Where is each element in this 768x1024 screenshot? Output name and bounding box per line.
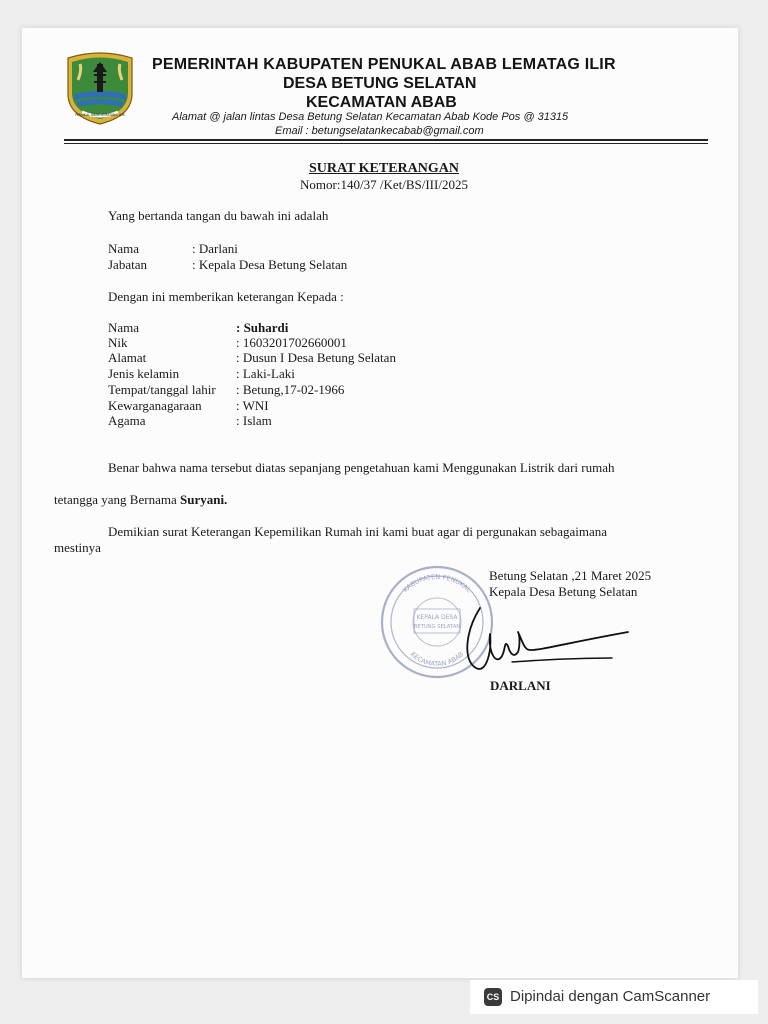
intro-text: Yang bertanda tangan du bawah ini adalah [108,208,329,223]
subject-value-birth: : Betung,17-02-1966 [236,382,345,397]
closing-line2: mestinya [54,540,101,555]
header-address: Alamat @ jalan lintas Desa Betung Selatan Kecamatan Abab Kode Pos @ 31315 [172,111,569,123]
camscanner-text: Dipindai dengan CamScanner [510,988,711,1005]
stamp-bottom-text: KECAMATAN ABAB [408,650,466,669]
signatory-position-label: Jabatan [108,257,147,272]
subject-label-birth: Tempat/tanggal lahir [108,382,216,397]
header-government: PEMERINTAH KABUPATEN PENUKAL ABAB LEMATAG ILIR [152,56,616,73]
body-paragraph-line1: Benar bahwa nama tersebut diatas sepanjang pengetahuan kami Menggunakan Listrik dari rumah [108,460,615,475]
handwritten-signature [452,600,632,680]
stamp-top-text: KABUPATEN PENUKAL [401,572,473,595]
closing-line1: Demikian surat Keterangan Kepemilikan Rumah ini kami buat agar di pergunakan sebagaimana [108,524,608,539]
subject-value-nama: : Suhardi [236,320,289,335]
header-divider-thin [64,143,708,144]
subject-intro: Dengan ini memberikan keterangan Kepada : [108,289,344,304]
signatory-printed-name: DARLANI [490,678,551,693]
body-paragraph-line2 [54,492,227,508]
signature-position: Kepala Desa Betung Selatan [489,584,638,599]
svg-text:KABUPATEN PENUKAL [401,573,472,594]
letter-title-text: SURAT KETERANGAN [308,161,459,176]
subject-value-religion: : Islam [236,413,272,428]
subject-label-gender: Jenis kelamin [108,366,180,381]
subject-label-religion: Agama [108,413,146,428]
subject-label-nik: Nik [108,335,128,350]
regency-logo-emblem [64,50,136,126]
signature-place-date: Betung Selatan ,21 Maret 2025 [489,568,652,583]
header-village: DESA BETUNG SELATAN [283,75,477,92]
neighbor-name: Suryani. [179,492,228,507]
header-district: KECAMATAN ABAB [306,94,457,111]
header-email: Email : betungselatankecabab@gmail.com [275,125,484,137]
stamp-center-line1: KEPALA DESA [416,614,458,621]
subject-label-nama: Nama [108,320,140,335]
subject-value-alamat: : Dusun I Desa Betung Selatan [236,350,396,365]
subject-label-alamat: Alamat [108,350,147,365]
signatory-position-value: : Kepala Desa Betung Selatan [192,257,348,272]
camscanner-watermark [470,980,758,1014]
subject-value-nik: : 1603201702660001 [236,335,347,350]
camscanner-icon: CS [484,988,502,1006]
stamp-center-line2: BETUNG SELATAN [413,624,461,630]
letter-number: Nomor:140/37 /Ket/BS/III/2025 [300,177,468,192]
signatory-name-value: : Darlani [192,241,238,256]
header-divider-thick [64,139,708,141]
subject-value-gender: : Laki-Laki [236,366,295,381]
subject-label-citizenship: Kewarganagaraan [108,398,202,413]
logo-text: PENUKAL ABAB LEMATANG ILIR [75,113,125,117]
letter-title [0,161,768,177]
body-line2-text: tetangga yang Bernama [54,492,180,507]
subject-value-citizenship: : WNI [236,398,269,413]
signatory-name-label: Nama [108,241,140,256]
